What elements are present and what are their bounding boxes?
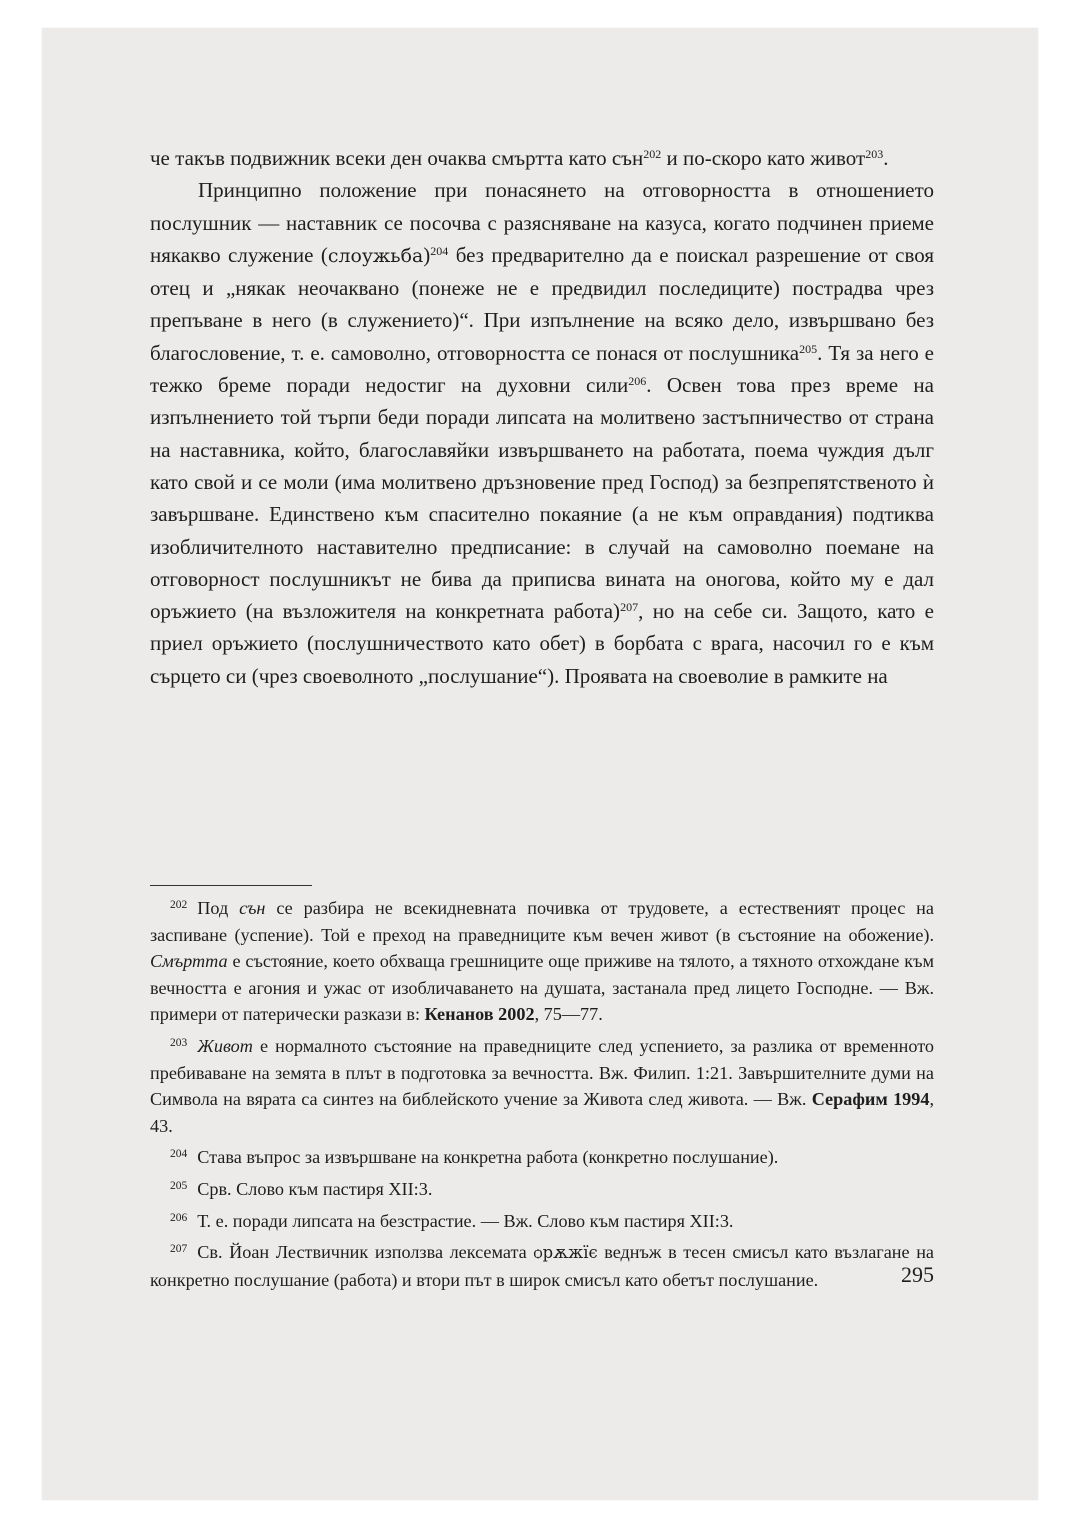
text-run: , 43. <box>150 1089 934 1136</box>
footnote-ref-202[interactable]: 202 <box>643 147 662 161</box>
text-run: веднъж в тесен смисъл като възлагане на конкретно послушание (работа) и втори път в широк смисъл като обетът послушание. <box>150 1242 935 1290</box>
footnote-204: 204 Става въпрос за извършване на конкретна работа (конкретно послушание). <box>170 1147 779 1168</box>
text-run: и по-скоро като живот <box>661 146 866 170</box>
bold-citation: Серафим 1994 <box>811 1089 930 1110</box>
main-text <box>150 142 934 692</box>
text-run: се разбира не всекидневната почивка от трудовете, а естественият процес на заспиване (успение). Той е преход на праведниците към вечен живот (в състояние на обожение). <box>150 898 934 945</box>
footnote-207: 207 Св. Йоан Лествичник използва лексемата ѻрѫжїє веднъж в тесен смисъл като възлагане на конкретно послушание (работа) и втори път в широк смисъл като обетът послушание. <box>150 1242 935 1290</box>
text-run: , но на себе си. Защото, като е приел оръжието (послушничеството като обет) в борбата с врага, насочил го е към сърцето си (чрез своеволното „послушание“). Проявата на своеволие в рамките на <box>150 599 934 688</box>
footnote-206: 206 Т. е. поради липсата на безстрастие. — Вж. Слово към пастиря XII:3. <box>170 1210 734 1231</box>
footnote-203: 203 Живот е нормалното състояние на праведниците след успението, за разлика от временното пребиваване на земята в плът в подготовка за вечността. Вж. Филип. 1:21. Завършителните думи на Символа на вярата са синтез на библейското учение за Живота след живота. — Вж. Серафим 1994, 43. <box>150 1035 934 1136</box>
footnote-ref-206[interactable]: 206 <box>628 374 647 389</box>
paragraph-1 <box>150 142 934 174</box>
old-church-slavonic-word: слоужьба <box>327 244 424 267</box>
text-run: . Освен това през време на изпълнението той търпи беди поради липсата на молитвено застъпничество от страна на наставника, който, благославяйки извършването на работата, поема чуждия дълг като свой и се моли (има молитвено дръзновение пред Господ) за безпрепятственото ѝ завършване. Единствено към спасително покаяние (а не към оправдания) подтиква изобличителното наставително предписание: в случай на самоволно поемане на отговорност послушникът не бива да приписва вината на оногова, който му е дал оръжието (на възложителя на конкретната работа) <box>150 373 934 624</box>
footnote-202: 202 Под сън се разбира не всекидневната почивка от трудовете, а естественият процес на заспиване (успение). Той е преход на праведниците към вечен живот (в състояние на обожение). Смъртта е състояние, което обхваща грешниците още приживе на тялото, а тяхното отхождане към вечността е агония и ужас от изобличаването на душата, застанала пред лицето Господне. — Вж. примери от патерически разкази в: Кенанов 2002, 75—77. <box>150 898 934 1025</box>
bold-citation: Кенанов 2002 <box>424 1004 535 1025</box>
footnote-separator <box>150 885 312 886</box>
text-run: е нормалното състояние на праведниците след успението, за разлика от временното пребиваване на земята в плът в подготовка за вечността. Вж. Филип. 1:21. Завършителните думи на Символа на вярата са синтез на библейското учение за Живота след живота. — Вж. <box>150 1035 934 1110</box>
text-run: Под <box>197 898 240 918</box>
footnote-ref-205[interactable]: 205 <box>799 341 818 356</box>
text-run: Принципно положение при понасянето на отговорността в отношението послушник — наставник се посочва с разясняване на казуса, когато подчинен приеме някакво служение ( <box>150 178 934 267</box>
text-run: че такъв подвижник всеки ден очаква смъртта като сън <box>150 146 644 170</box>
text-run: Св. Йоан Лествичник използва лексемата <box>197 1242 534 1263</box>
italic-term: сън <box>239 898 266 918</box>
italic-term: Смъртта <box>150 951 228 972</box>
footnotes <box>150 895 934 1293</box>
page-number: 295 <box>901 1262 934 1287</box>
paragraph-2 <box>150 174 934 692</box>
text-run: е състояние, което обхваща грешниците още приживе на тялото, а тяхното отхождане към вечността е агония и ужас от изобличаването на душата, застанала пред лицето Господне. — Вж. примери от патерически разкази в: <box>150 951 934 1025</box>
footnote-205: 205 Срв. Слово към пастиря XII:3. <box>170 1178 433 1199</box>
text-run: , 75—77. <box>534 1004 603 1025</box>
text-run: без предварително да е поискал разрешение от своя отец и „някак неочаквано (понеже не е предвидил последиците) пострадва чрез препъване в него (в служението)“. При изпълнение на всяко дело, извършвано без благословение, т. е. самоволно, отговорността се понася от послушника <box>150 242 934 365</box>
italic-term: Живот <box>197 1035 253 1056</box>
old-church-slavonic-word: ѻрѫжїє <box>533 1243 598 1263</box>
text-run: Т. е. поради липсата на безстрастие. — Вж. Слово към пастиря XII:3. <box>197 1210 734 1231</box>
text-run: . <box>883 146 889 170</box>
text-run: . Тя за него е тежко бреме поради недостиг на духовни сили <box>150 340 934 398</box>
footnote-ref-204[interactable]: 204 <box>430 243 449 258</box>
footnote-ref-207[interactable]: 207 <box>620 600 639 615</box>
text-run: ) <box>423 242 431 267</box>
text-run: Става въпрос за извършване на конкретна работа (конкретно послушание). <box>197 1147 779 1168</box>
text-run: Срв. Слово към пастиря XII:3. <box>197 1178 433 1199</box>
footnote-ref-203[interactable]: 203 <box>865 147 884 161</box>
